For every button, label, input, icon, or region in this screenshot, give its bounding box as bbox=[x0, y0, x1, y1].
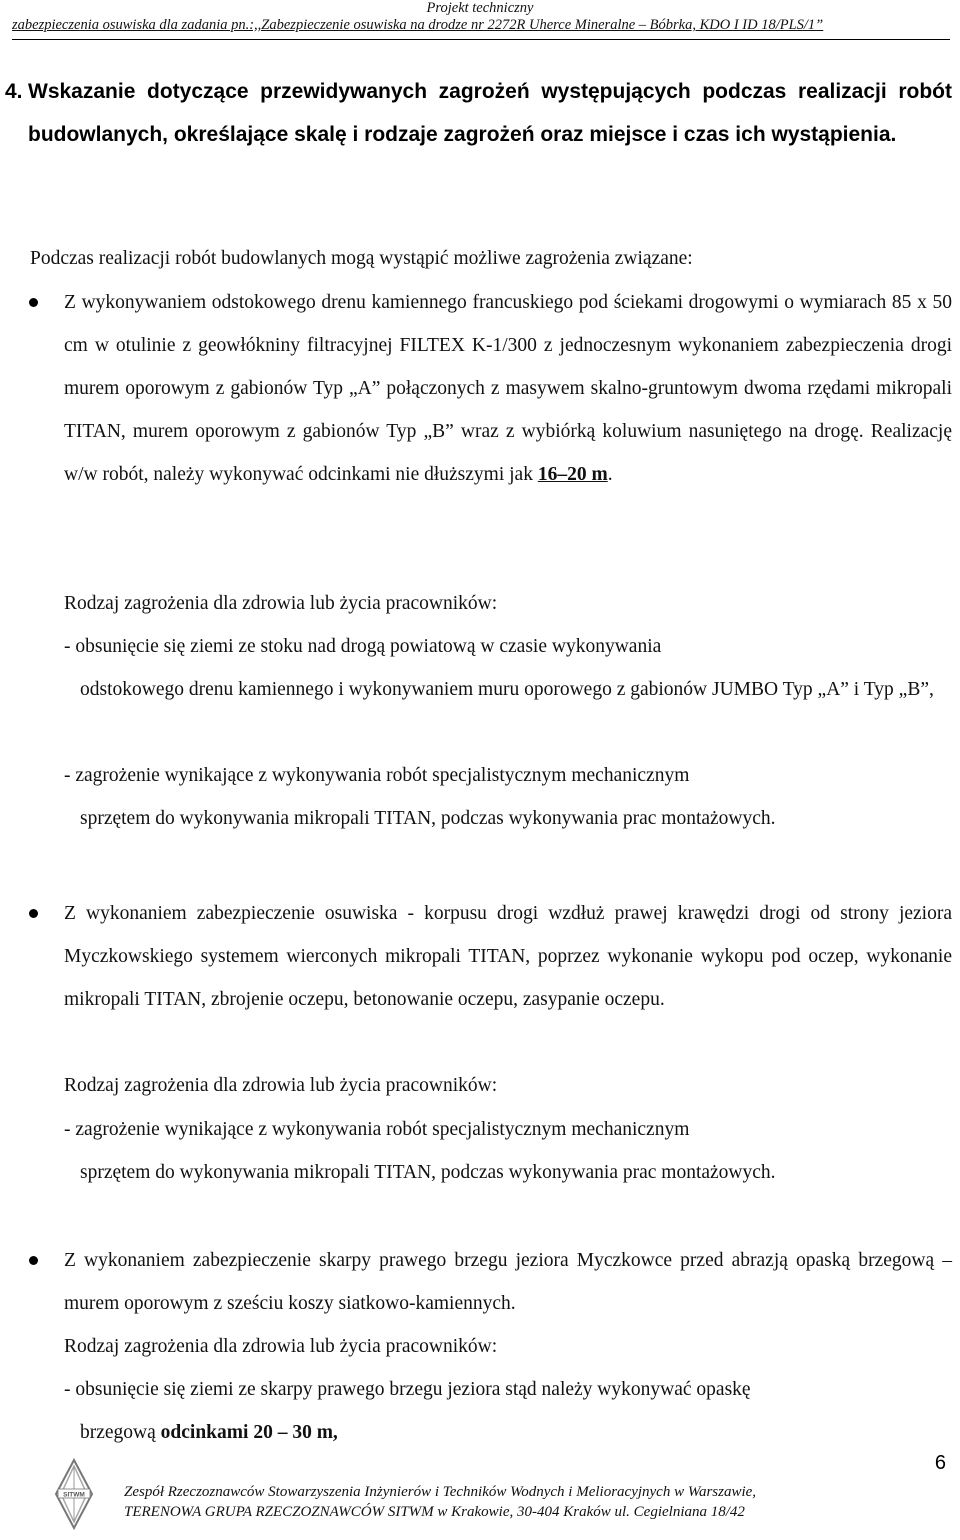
risk-item-continuation: sprzętem do wykonywania mikropali TITAN, podczas wykonywania prac montażowych. bbox=[80, 808, 776, 829]
page-footer bbox=[124, 1482, 844, 1522]
bullet-text: Z wykonywaniem odstokowego drenu kamiennego francuskiego pod ściekami drogowymi o wymiarach 85 x 50 cm w otulinie z geowłókniny filtracyjnej FILTEX K-1/300 z jednoczesnym wykonaniem zabezpieczenia drogi murem oporowym z gabionów Typ „A” połączonych z masywem skalno-gruntowym dwoma rzędami mikropali TITAN, murem oporowym z gabionów Typ „B” wraz z wybiórką koluwium nasuniętego na drogę. Realizację w/w robót, należy wykonywać odcinkami nie dłuższymi jak bbox=[64, 292, 952, 485]
bullet-item-micropiles: Z wykonaniem zabezpieczenie osuwiska - korpusu drogi wzdłuż prawej krawędzi drogi od strony jeziora Myczkowskiego systemem wierconych mikropali TITAN, poprzez wykonanie wykopu pod oczep, wykonanie mikropali TITAN, zbrojenie oczepu, betonowanie oczepu, zasypanie oczepu. bbox=[64, 903, 952, 1010]
bullet-icon bbox=[29, 298, 38, 307]
document-header-title: Projekt techniczny bbox=[426, 0, 534, 16]
intro-paragraph: Podczas realizacji robót budowlanych mogą wystąpić możliwe zagrożenia związane: bbox=[30, 248, 693, 269]
risk-label: Rodzaj zagrożenia dla zdrowia lub życia pracowników: bbox=[64, 1336, 498, 1357]
page-number: 6 bbox=[934, 1452, 946, 1474]
bullet-item-shore-protection: Z wykonaniem zabezpieczenie skarpy prawego brzegu jeziora Myczkowce przed abrazją opaską brzegową – murem oporowym z sześciu koszy siatkowo-kamiennych. bbox=[64, 1250, 952, 1314]
risk-item-first-line: - obsunięcie się ziemi ze skarpy prawego brzegu jeziora stąd należy wykonywać opaskę bbox=[64, 1379, 751, 1400]
bullet-icon bbox=[29, 909, 38, 918]
risk-label: Rodzaj zagrożenia dla zdrowia lub życia pracowników: bbox=[64, 1075, 498, 1096]
risk-item bbox=[64, 1108, 952, 1194]
risk-item bbox=[64, 1368, 952, 1454]
footer-line-1: Zespół Rzeczoznawców Stowarzyszenia Inżynierów i Techników Wodnych i Melioracyjnych w Warszawie, bbox=[124, 1484, 757, 1500]
bullet-tail: . bbox=[607, 464, 613, 485]
risk-item-first-line: - zagrożenie wynikające z wykonywania robót specjalistycznym mechanicznym bbox=[64, 765, 690, 786]
risk-item-plain: brzegową bbox=[80, 1422, 161, 1443]
risk-item-bold: odcinkami 20 – 30 m, bbox=[160, 1422, 338, 1443]
section-heading-text: Wskazanie dotyczące przewidywanych zagrożeń występujących podczas realizacji robót budowlanych, określające skalę i rodzaje zagrożeń oraz miejsce i czas ich wystąpienia. bbox=[28, 80, 952, 146]
bullet-icon bbox=[29, 1256, 38, 1265]
section-length-emphasis: 16–20 m bbox=[537, 464, 608, 485]
risk-item-continuation: sprzętem do wykonywania mikropali TITAN, podczas wykonywania prac montażowych. bbox=[80, 1162, 776, 1183]
sitwm-logo bbox=[52, 1458, 96, 1530]
bullet-item-drainage bbox=[64, 281, 952, 496]
risk-item-first-line: - obsunięcie się ziemi ze stoku nad drogą powiatową w czasie wykonywania bbox=[64, 636, 662, 657]
footer-line-2: TERENOWA GRUPA RZECZOZNAWCÓW SITWM w Krakowie, 30-404 Kraków ul. Cegielniana 18/42 bbox=[124, 1504, 745, 1520]
risk-item-continuation bbox=[64, 1411, 952, 1454]
section-number: 4. bbox=[5, 80, 23, 103]
risk-label: Rodzaj zagrożenia dla zdrowia lub życia pracowników: bbox=[64, 593, 498, 614]
section-heading bbox=[5, 70, 952, 156]
risk-item-first-line: - zagrożenie wynikające z wykonywania robót specjalistycznym mechanicznym bbox=[64, 1119, 690, 1140]
risk-item bbox=[64, 625, 952, 711]
logo-text: SITWM bbox=[63, 1491, 85, 1499]
risk-item bbox=[64, 754, 952, 840]
header-divider bbox=[12, 39, 950, 40]
risk-item-continuation: odstokowego drenu kamiennego i wykonywaniem muru oporowego z gabionów JUMBO Typ „A” i Typ „B”, bbox=[80, 679, 934, 700]
document-header-subtitle: zabezpieczenia osuwiska dla zadania pn.:,,Zabezpieczenie osuwiska na drodze nr 2272R Uherce Mineralne – Bóbrka, KDO I ID 18/PLS/1” bbox=[12, 17, 824, 33]
